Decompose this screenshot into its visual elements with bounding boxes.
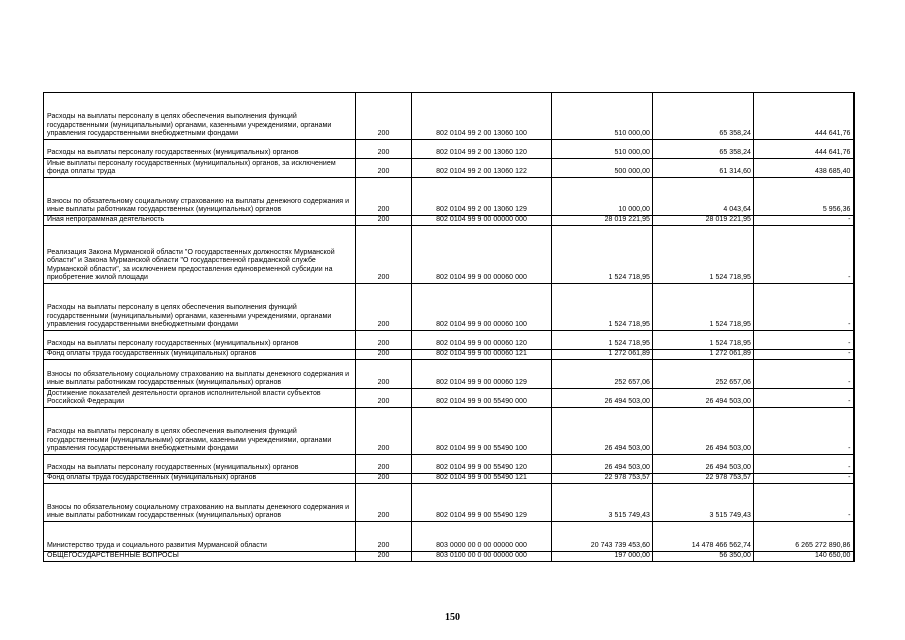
row-executed-cell: 22 978 753,57 bbox=[653, 474, 754, 484]
row-remaining-cell: 444 641,76 bbox=[754, 140, 854, 159]
row-remaining-cell: 140 650,00 bbox=[754, 552, 854, 562]
row-budget-code-cell: 802 0104 99 9 00 55490 129 bbox=[412, 484, 552, 522]
row-remaining-cell: - bbox=[754, 484, 854, 522]
row-approved-cell: 197 000,00 bbox=[552, 552, 653, 562]
row-budget-code-cell: 802 0104 99 9 00 00060 100 bbox=[412, 284, 552, 331]
row-line-code-cell: 200 bbox=[356, 484, 412, 522]
row-budget-code-cell: 802 0104 99 2 00 13060 120 bbox=[412, 140, 552, 159]
budget-table-body bbox=[44, 93, 854, 562]
row-executed-cell: 28 019 221,95 bbox=[653, 216, 754, 226]
row-executed-cell: 1 272 061,89 bbox=[653, 350, 754, 360]
row-name-cell: Министерство труда и социального развития Мурманской области bbox=[44, 522, 356, 552]
row-name-cell: Иные выплаты персоналу государственных (муниципальных) органов, за исключением фонда оплаты труда bbox=[44, 159, 356, 178]
row-remaining-cell: - bbox=[754, 350, 854, 360]
row-budget-code-cell: 802 0104 99 9 00 55490 100 bbox=[412, 408, 552, 455]
row-executed-cell: 26 494 503,00 bbox=[653, 389, 754, 408]
table-row bbox=[44, 159, 854, 178]
row-budget-code-cell: 802 0104 99 2 00 13060 100 bbox=[412, 93, 552, 140]
row-name-cell: Реализация Закона Мурманской области "О государственных должностях Мурманской области" и Закона Мурманской области "О государственной гражданской службе Мурманской области", за исключением предоставления единовременной субсидии на приобретение жилой площади bbox=[44, 226, 356, 284]
row-executed-cell: 1 524 718,95 bbox=[653, 226, 754, 284]
table-row bbox=[44, 484, 854, 522]
budget-table bbox=[43, 92, 855, 562]
row-line-code-cell: 200 bbox=[356, 350, 412, 360]
row-approved-cell: 26 494 503,00 bbox=[552, 455, 653, 474]
row-line-code-cell: 200 bbox=[356, 408, 412, 455]
row-approved-cell: 500 000,00 bbox=[552, 159, 653, 178]
row-remaining-cell: - bbox=[754, 226, 854, 284]
row-approved-cell: 510 000,00 bbox=[552, 93, 653, 140]
row-remaining-cell: - bbox=[754, 389, 854, 408]
row-budget-code-cell: 802 0104 99 9 00 55490 121 bbox=[412, 474, 552, 484]
row-executed-cell: 26 494 503,00 bbox=[653, 455, 754, 474]
table-row bbox=[44, 389, 854, 408]
table-row bbox=[44, 455, 854, 474]
row-executed-cell: 1 524 718,95 bbox=[653, 284, 754, 331]
row-budget-code-cell: 802 0104 99 9 00 00000 000 bbox=[412, 216, 552, 226]
row-executed-cell: 26 494 503,00 bbox=[653, 408, 754, 455]
row-approved-cell: 10 000,00 bbox=[552, 178, 653, 216]
table-row bbox=[44, 552, 854, 562]
budget-table-sheet bbox=[43, 92, 853, 562]
row-budget-code-cell: 803 0100 00 0 00 00000 000 bbox=[412, 552, 552, 562]
row-line-code-cell: 200 bbox=[356, 226, 412, 284]
table-row bbox=[44, 522, 854, 552]
row-approved-cell: 1 524 718,95 bbox=[552, 284, 653, 331]
row-line-code-cell: 200 bbox=[356, 389, 412, 408]
row-name-cell: Расходы на выплаты персоналу государственных (муниципальных) органов bbox=[44, 455, 356, 474]
row-approved-cell: 1 524 718,95 bbox=[552, 331, 653, 350]
row-remaining-cell: - bbox=[754, 360, 854, 389]
table-row bbox=[44, 350, 854, 360]
row-name-cell: Расходы на выплаты персоналу государственных (муниципальных) органов bbox=[44, 140, 356, 159]
row-remaining-cell: - bbox=[754, 331, 854, 350]
row-approved-cell: 1 272 061,89 bbox=[552, 350, 653, 360]
row-line-code-cell: 200 bbox=[356, 474, 412, 484]
table-row bbox=[44, 178, 854, 216]
row-budget-code-cell: 802 0104 99 9 00 55490 000 bbox=[412, 389, 552, 408]
row-line-code-cell: 200 bbox=[356, 455, 412, 474]
row-line-code-cell: 200 bbox=[356, 331, 412, 350]
row-approved-cell: 26 494 503,00 bbox=[552, 408, 653, 455]
row-line-code-cell: 200 bbox=[356, 216, 412, 226]
row-approved-cell: 1 524 718,95 bbox=[552, 226, 653, 284]
row-name-cell: Фонд оплаты труда государственных (муниципальных) органов bbox=[44, 474, 356, 484]
row-line-code-cell: 200 bbox=[356, 178, 412, 216]
table-row bbox=[44, 216, 854, 226]
row-line-code-cell: 200 bbox=[356, 522, 412, 552]
row-remaining-cell: 5 956,36 bbox=[754, 178, 854, 216]
row-executed-cell: 65 358,24 bbox=[653, 140, 754, 159]
row-remaining-cell: - bbox=[754, 284, 854, 331]
row-name-cell: Иная непрограммная деятельность bbox=[44, 216, 356, 226]
row-line-code-cell: 200 bbox=[356, 360, 412, 389]
table-row bbox=[44, 408, 854, 455]
row-approved-cell: 3 515 749,43 bbox=[552, 484, 653, 522]
row-budget-code-cell: 802 0104 99 9 00 00060 121 bbox=[412, 350, 552, 360]
row-remaining-cell: 438 685,40 bbox=[754, 159, 854, 178]
row-budget-code-cell: 802 0104 99 9 00 00060 000 bbox=[412, 226, 552, 284]
table-row bbox=[44, 226, 854, 284]
row-budget-code-cell: 802 0104 99 2 00 13060 129 bbox=[412, 178, 552, 216]
row-budget-code-cell: 802 0104 99 9 00 55490 120 bbox=[412, 455, 552, 474]
row-budget-code-cell: 802 0104 99 9 00 00060 120 bbox=[412, 331, 552, 350]
table-row bbox=[44, 140, 854, 159]
row-remaining-cell: 444 641,76 bbox=[754, 93, 854, 140]
row-executed-cell: 4 043,64 bbox=[653, 178, 754, 216]
row-line-code-cell: 200 bbox=[356, 93, 412, 140]
row-budget-code-cell: 802 0104 99 9 00 00060 129 bbox=[412, 360, 552, 389]
row-approved-cell: 26 494 503,00 bbox=[552, 389, 653, 408]
row-line-code-cell: 200 bbox=[356, 284, 412, 331]
row-name-cell: ОБЩЕГОСУДАРСТВЕННЫЕ ВОПРОСЫ bbox=[44, 552, 356, 562]
row-remaining-cell: - bbox=[754, 474, 854, 484]
table-row bbox=[44, 474, 854, 484]
row-name-cell: Взносы по обязательному социальному страхованию на выплаты денежного содержания и иные выплаты работникам государственных (муниципальных) органов bbox=[44, 360, 356, 389]
row-executed-cell: 65 358,24 bbox=[653, 93, 754, 140]
row-approved-cell: 20 743 739 453,60 bbox=[552, 522, 653, 552]
row-approved-cell: 252 657,06 bbox=[552, 360, 653, 389]
row-executed-cell: 3 515 749,43 bbox=[653, 484, 754, 522]
row-budget-code-cell: 803 0000 00 0 00 00000 000 bbox=[412, 522, 552, 552]
row-name-cell: Расходы на выплаты персоналу государственных (муниципальных) органов bbox=[44, 331, 356, 350]
row-approved-cell: 510 000,00 bbox=[552, 140, 653, 159]
row-approved-cell: 22 978 753,57 bbox=[552, 474, 653, 484]
row-name-cell: Фонд оплаты труда государственных (муниципальных) органов bbox=[44, 350, 356, 360]
row-executed-cell: 56 350,00 bbox=[653, 552, 754, 562]
row-line-code-cell: 200 bbox=[356, 159, 412, 178]
table-row bbox=[44, 360, 854, 389]
row-budget-code-cell: 802 0104 99 2 00 13060 122 bbox=[412, 159, 552, 178]
row-approved-cell: 28 019 221,95 bbox=[552, 216, 653, 226]
row-line-code-cell: 200 bbox=[356, 552, 412, 562]
row-remaining-cell: - bbox=[754, 455, 854, 474]
row-remaining-cell: 6 265 272 890,86 bbox=[754, 522, 854, 552]
row-remaining-cell: - bbox=[754, 216, 854, 226]
table-row bbox=[44, 93, 854, 140]
table-row bbox=[44, 331, 854, 350]
table-row bbox=[44, 284, 854, 331]
page-number: 150 bbox=[445, 612, 460, 623]
row-name-cell: Взносы по обязательному социальному страхованию на выплаты денежного содержания и иные выплаты работникам государственных (муниципальных) органов bbox=[44, 178, 356, 216]
row-line-code-cell: 200 bbox=[356, 140, 412, 159]
row-name-cell: Расходы на выплаты персоналу в целях обеспечения выполнения функций государственными (муниципальными) органами, казенными учреждениями, органами управления государственными внебюджетными фондами bbox=[44, 408, 356, 455]
row-name-cell: Расходы на выплаты персоналу в целях обеспечения выполнения функций государственными (муниципальными) органами, казенными учреждениями, органами управления государственными внебюджетными фондами bbox=[44, 93, 356, 140]
row-executed-cell: 1 524 718,95 bbox=[653, 331, 754, 350]
row-name-cell: Взносы по обязательному социальному страхованию на выплаты денежного содержания и иные выплаты работникам государственных (муниципальных) органов bbox=[44, 484, 356, 522]
row-name-cell: Расходы на выплаты персоналу в целях обеспечения выполнения функций государственными (муниципальными) органами, казенными учреждениями, органами управления государственными внебюджетными фондами bbox=[44, 284, 356, 331]
row-executed-cell: 14 478 466 562,74 bbox=[653, 522, 754, 552]
row-name-cell: Достижение показателей деятельности органов исполнительной власти субъектов Российской Федерации bbox=[44, 389, 356, 408]
row-remaining-cell: - bbox=[754, 408, 854, 455]
row-executed-cell: 252 657,06 bbox=[653, 360, 754, 389]
row-executed-cell: 61 314,60 bbox=[653, 159, 754, 178]
